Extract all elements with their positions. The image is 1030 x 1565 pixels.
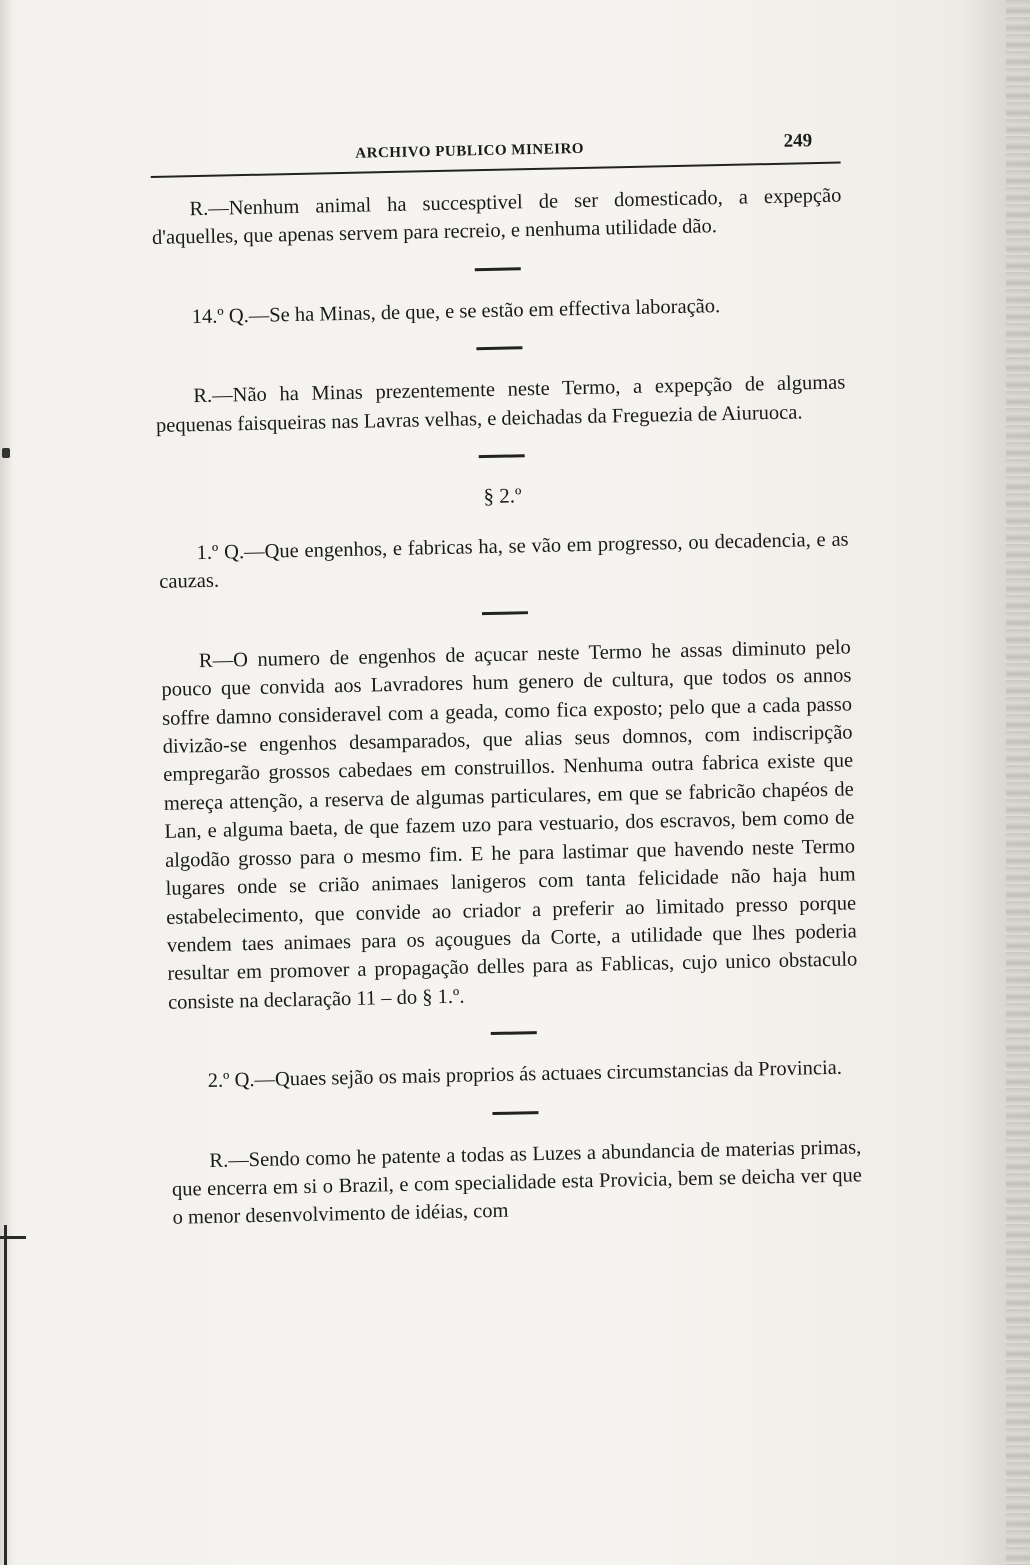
body-text xyxy=(151,182,863,1233)
page-number: 249 xyxy=(783,130,813,152)
page-edge-shadow xyxy=(1006,0,1030,1565)
section-divider xyxy=(476,346,522,350)
section-divider xyxy=(491,1031,537,1035)
running-header xyxy=(150,126,841,174)
binding-edge-tick xyxy=(0,1236,26,1239)
section-divider xyxy=(482,611,528,615)
question-paragraph: 2.º Q.—Quaes sejão os mais proprios ás actuaes circumstancias da Provincia. xyxy=(207,1056,843,1093)
answer-paragraph: R.—Sendo como he patente a todas as Luzes a abundancia de materias primas, que encerra em si o Brazil, e com specialidade esta Provicia, bem se deicha ver que o menor desenvolvimento de idéias, com xyxy=(171,1135,863,1230)
question-paragraph: 1.º Q.—Que engenhos, e fabricas ha, se vão em progresso, ou decadencia, e as cauzas. xyxy=(159,528,849,594)
margin-mark xyxy=(2,448,10,458)
answer-paragraph: R.—Nenhum animal ha succesptivel de ser domesticado, a expepção d'aquelles, que apenas servem para recreio, e nenhuma utilidade dão. xyxy=(151,184,842,250)
running-head-title: ARCHIVO PUBLICO MINEIRO xyxy=(355,140,585,162)
section-divider xyxy=(475,267,521,271)
question-paragraph: 14.º Q.—Se ha Minas, de que, e se estão em effectiva laboração. xyxy=(191,294,721,328)
answer-paragraph: R.—Não ha Minas prezentemente neste Termo, a expepção de algumas pequenas faisqueiras nas Lavras velhas, e deichadas da Freguezia de Aiuruoca. xyxy=(155,371,846,437)
section-divider xyxy=(479,454,525,458)
section-divider xyxy=(492,1111,538,1115)
answer-paragraph: R—O numero de engenhos de açucar neste Termo he assas diminuto pelo pouco que convida aos Lavradores hum genero de cultura, que todos os annos soffre damno consideravel com a geada, como fica exposto; pelo que a cada passo divizão-se engenhos desamparados, que alias seus domnos, com indiscripção empregarão grossos cabedaes em construillos. Nenhuma outra fabrica existe que mereça attenção, a reserva de algumas particulares, em que se fabricão chapéos de Lan, e alguma baeta, de que fazem uzo para vestuario, dos escravos, bem como de algodão grosso para o mesmo fim. E he para lastimar que havendo neste Termo lugares onde se crião animaes lanigeros com tanta felicidade não haja hum estabelecimento, que convide ao criador a preferir ao limitado presso porque vendem taes animaes para os açougues da Corte, a utilidade que lhes poderia resultar em promover a propagação delles para as Fablicas, cujo unico obstaculo consiste na declaração 11 – do § 1.º. xyxy=(161,636,858,1014)
page-content xyxy=(150,126,863,1233)
section-heading: § 2.º xyxy=(483,483,522,509)
binding-edge-line xyxy=(4,1225,7,1565)
